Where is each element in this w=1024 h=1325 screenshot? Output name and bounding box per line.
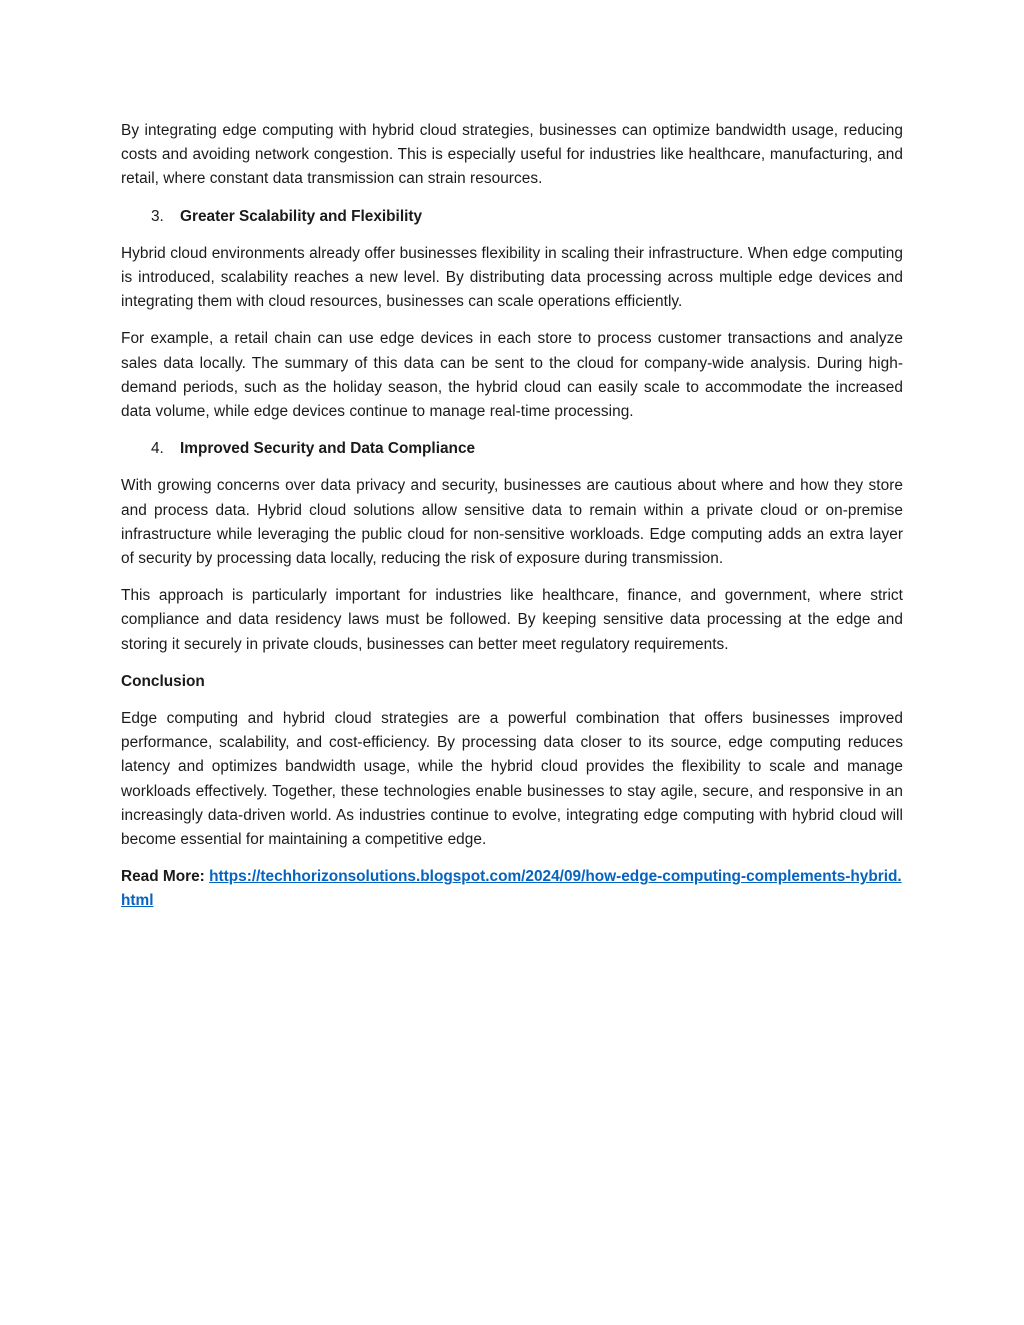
document-page — [121, 119, 903, 914]
heading-security — [121, 437, 903, 461]
paragraph-bandwidth: By integrating edge computing with hybrid cloud strategies, businesses can optimize bandwidth usage, reducing costs and avoiding network congestion. This is especially useful for industries like healthcare, manufacturing, and retail, where constant data transmission can strain resources. — [121, 122, 903, 188]
heading-scalability — [121, 205, 903, 229]
read-more-label: Read More: — [121, 868, 205, 886]
paragraph-privacy: With growing concerns over data privacy and security, businesses are cautious about where and how they store and process data. Hybrid cloud solutions allow sensitive data to remain within a private cloud or on-premise infrastructure while leveraging the public cloud for non-sensitive workloads. Edge computing adds an extra layer of security by processing data locally, reducing the risk of exposure during transmission. — [121, 477, 903, 568]
paragraph-hybrid-flexibility: Hybrid cloud environments already offer businesses flexibility in scaling their infrastructure. When edge computing is introduced, scalability reaches a new level. By distributing data processing across multiple edge devices and integrating them with cloud resources, businesses can scale operations efficiently. — [121, 244, 903, 311]
read-more-link[interactable]: https://techhorizonsolutions.blogspot.com/2024/09/how-edge-computing-complements-hybrid.html — [121, 868, 902, 910]
heading-number: 3. — [151, 207, 164, 225]
heading-title: Improved Security and Data Compliance — [180, 440, 476, 458]
paragraph-retail-example: For example, a retail chain can use edge devices in each store to process customer transactions and analyze sales data locally. The summary of this data can be sent to the cloud for company-wide analysis. During high-demand periods, such as the holiday season, the hybrid cloud can easily scale to accommodate the increased data volume, while edge devices continue to manage real-time processing. — [121, 330, 903, 421]
paragraph-compliance: This approach is particularly important for industries like healthcare, finance, and government, where strict compliance and data residency laws must be followed. By keeping sensitive data processing at the edge and storing it securely in private clouds, businesses can better meet regulatory requirements. — [121, 587, 903, 653]
heading-number: 4. — [151, 440, 164, 458]
paragraph-conclusion: Edge computing and hybrid cloud strategies are a powerful combination that offers businesses improved performance, scalability, and cost-efficiency. By processing data closer to its source, edge computing reduces latency and optimizes bandwidth usage, while the hybrid cloud provides the flexibility to scale and manage workloads effectively. Together, these technologies enable businesses to stay agile, secure, and responsive in an increasingly data-driven world. As industries continue to evolve, integrating edge computing with hybrid cloud will become essential for maintaining a competitive edge. — [121, 710, 903, 849]
heading-title: Greater Scalability and Flexibility — [180, 207, 423, 225]
heading-conclusion: Conclusion — [121, 672, 205, 690]
read-more-line — [121, 865, 903, 913]
